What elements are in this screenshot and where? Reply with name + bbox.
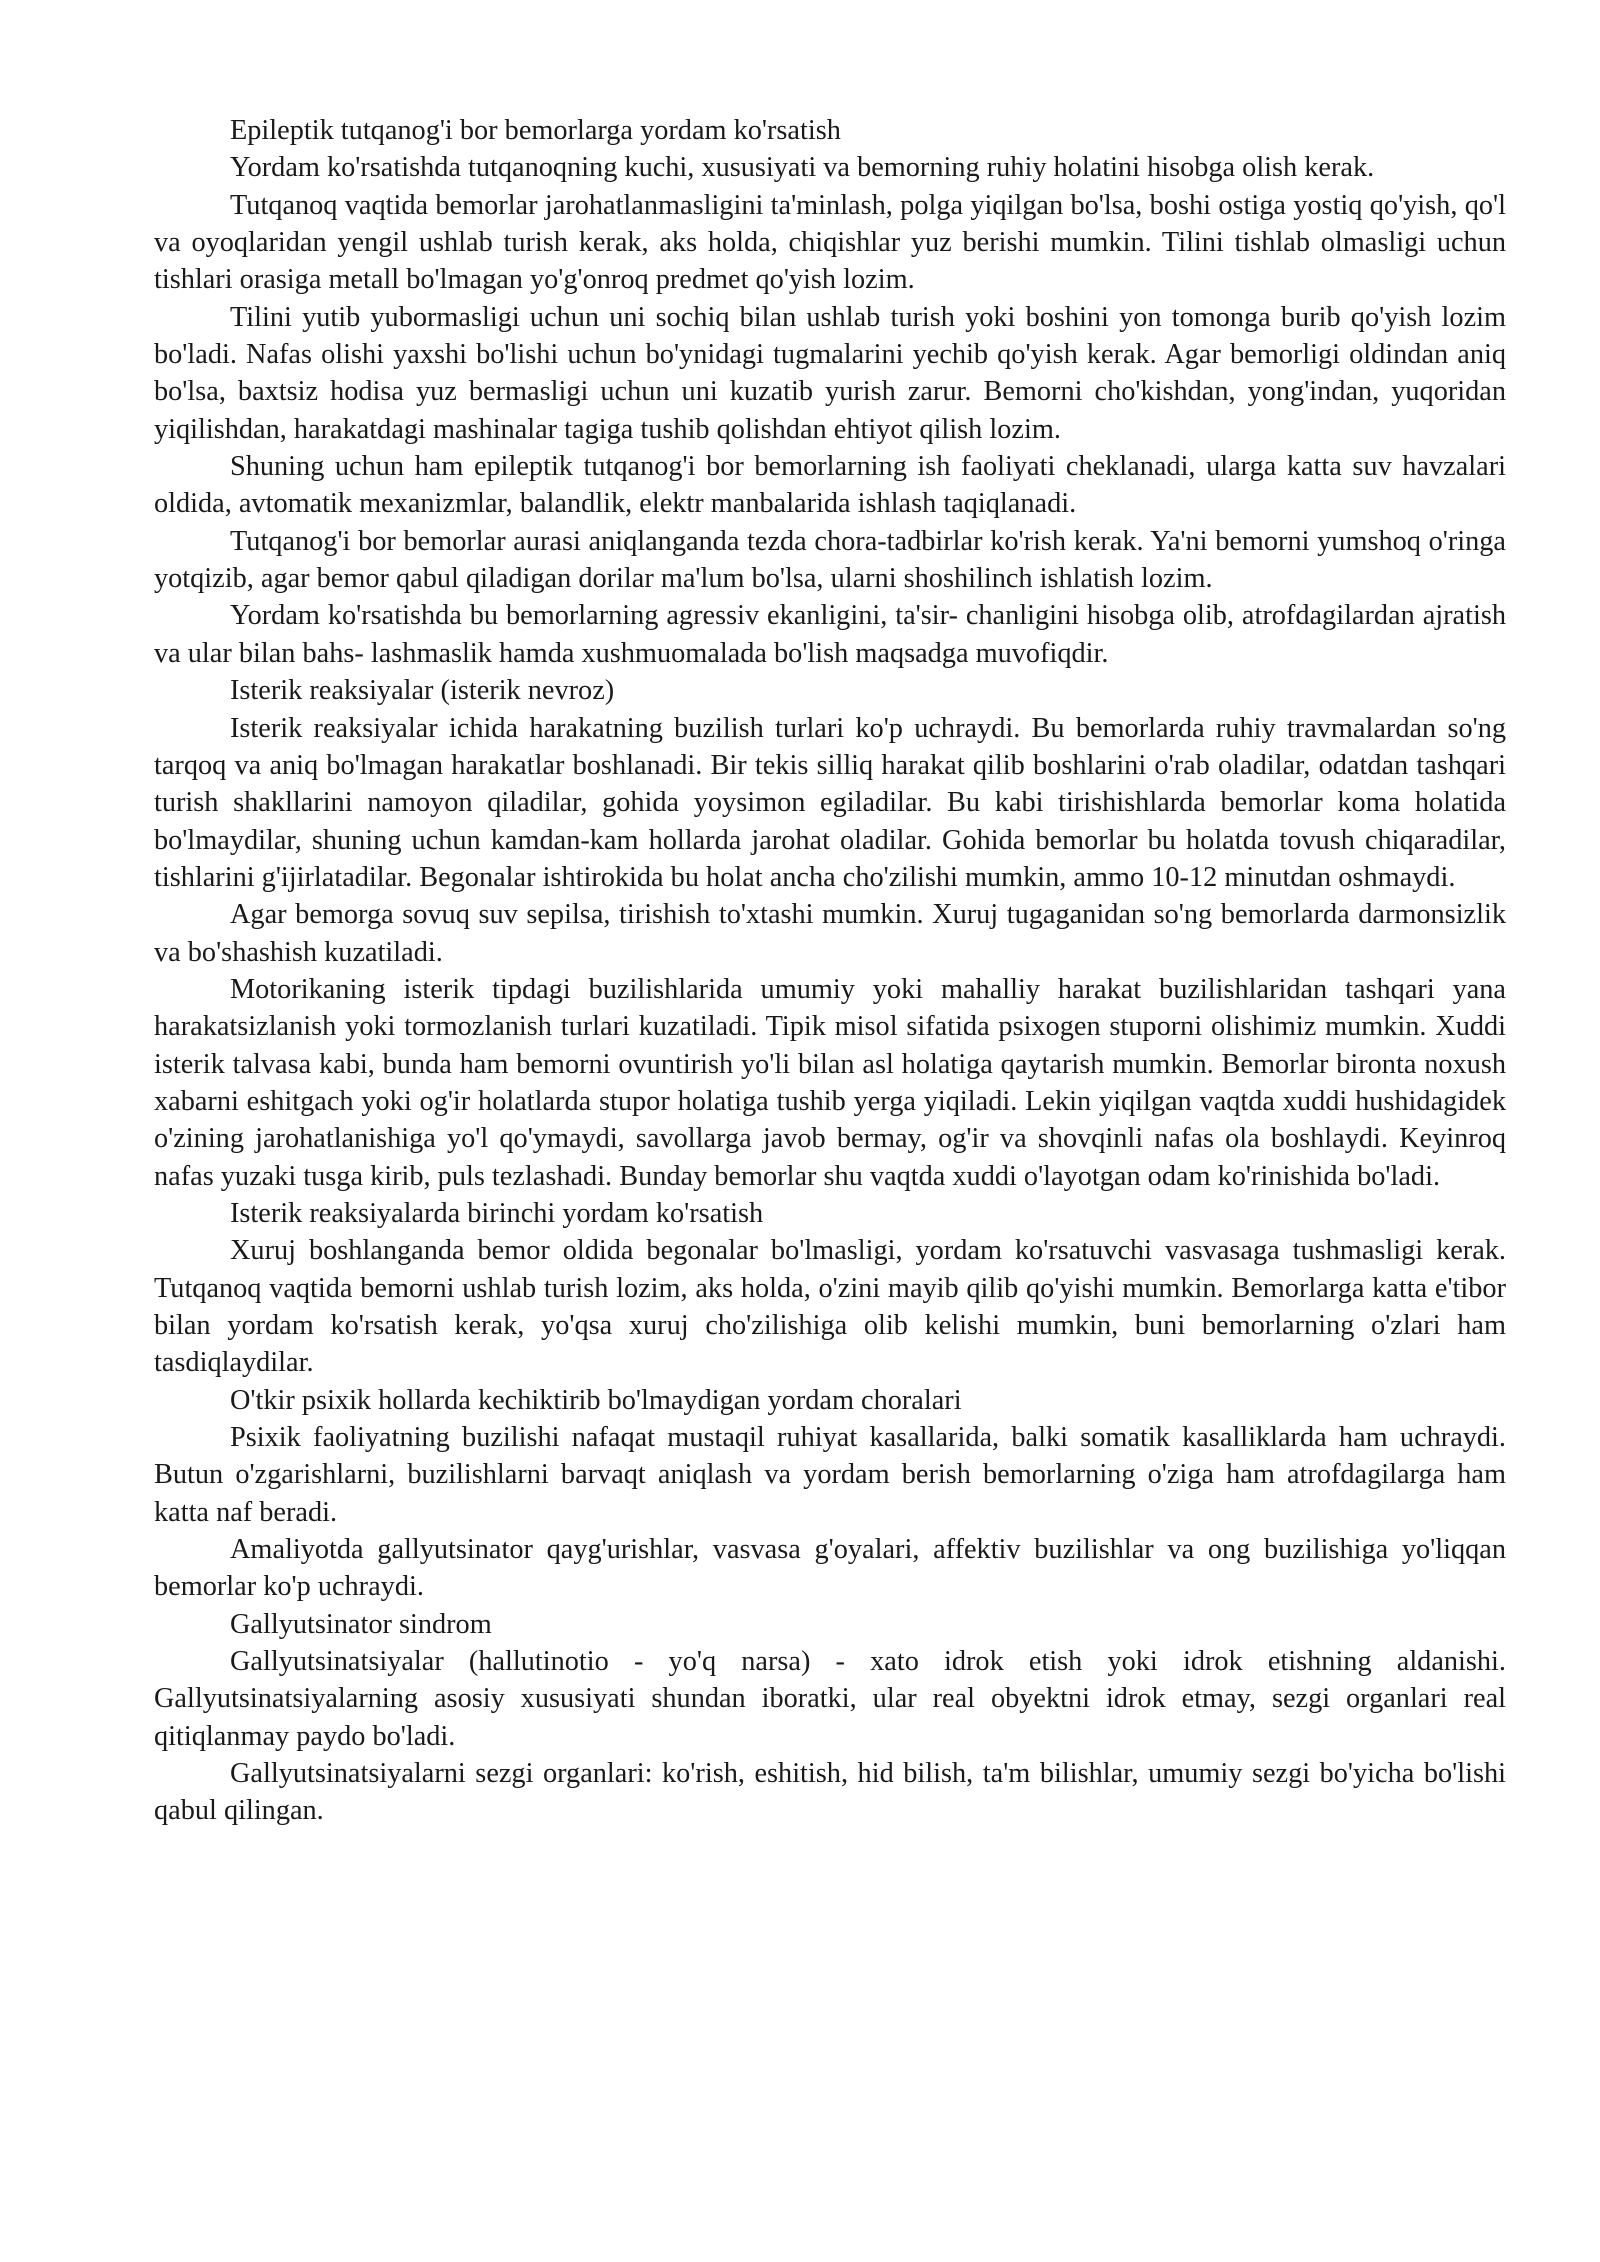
paragraph: Motorikaning isterik tipdagi buzilishlarida umumiy yoki mahalliy harakat buzilishlaridan tashqari yana harakatsizlanish yoki tormozlanish turlari kuzatiladi. Tipik misol sifatida psixogen stuporni olishimiz mumkin. Xuddi isterik talvasa kabi, bunda ham bemorni ovuntirish yo'li bilan asl holatiga qaytarish mumkin. Bemorlar bironta noxush xabarni eshitgach yoki og'ir holatlarda stupor holatiga tushib yerga yiqiladi. Lekin yiqilgan vaqtda xuddi hushidagidek o'zining jarohatlanishiga yo'l qo'ymaydi, savollarga javob bermay, og'ir va shovqinli nafas ola boshlaydi. Keyinroq nafas yuzaki tusga kirib, puls tezlashadi. Bunday bemorlar shu vaqtda xuddi o'layotgan odam ko'rinishida bo'ladi.	[154, 973, 1506, 1192]
paragraph: Gallyutsinatsiyalarni sezgi organlari: ko'rish, eshitish, hid bilish, ta'm bilishlar, umumiy sezgi bo'yicha bo'lishi qabul qilingan.	[154, 1758, 1506, 1827]
paragraph: Amaliyotda gallyutsinator qayg'urishlar, vasvasa g'oyalari, affektiv buzilishlar va ong buzilishiga yo'liqqan bemorlar ko'p uchraydi.	[154, 1534, 1506, 1603]
document-page	[154, 112, 1506, 1830]
paragraph: Tilini yutib yubormasligi uchun uni sochiq bilan ushlab turish yoki boshini yon tomonga burib qo'yish lozim bo'ladi. Nafas olishi yaxshi bo'lishi uchun bo'ynidagi tugmalarini yechib qo'yish kerak. Agar bemorligi oldindan aniq bo'lsa, baxtsiz hodisa yuz bermasligi uchun uni kuzatib yurish zarur. Bemorni cho'kishdan, yong'indan, yuqoridan yiqilishdan, harakatdagi mashinalar tagiga tushib qolishdan ehtiyot qilish lozim.	[154, 301, 1506, 445]
paragraph: Tutqanog'i bor bemorlar aurasi aniqlanganda tezda chora-tadbirlar ko'rish kerak. Ya'ni bemorni yumshoq o'ringa yotqizib, agar bemor qabul qiladigan dorilar ma'lum bo'lsa, ularni shoshilinch ishlatish lozim.	[154, 525, 1506, 595]
paragraph: Yordam ko'rsatishda tutqanoqning kuchi, xususiyati va bemorning ruhiy holatini hisobga olish kerak.	[230, 152, 1375, 184]
section-heading: Gallyutsinator sindrom	[230, 1608, 492, 1640]
section-heading: O'tkir psixik hollarda kechiktirib bo'lmaydigan yordam choralari	[230, 1384, 962, 1416]
paragraph: Psixik faoliyatning buzilishi nafaqat mustaqil ruhiyat kasallarida, balki somatik kasalliklarda ham uchraydi. Butun o'zgarishlarni, buzilishlarni barvaqt aniqlash va yordam berish bemorlarning o'ziga ham atrofdagilarga ham katta naf beradi.	[154, 1422, 1506, 1528]
paragraph: Xuruj boshlanganda bemor oldida begonalar bo'lmasligi, yordam ko'rsatuvchi vasvasaga tushmasligi kerak. Tutqanoq vaqtida bemorni ushlab turish lozim, aks holda, o'zini mayib qilib qo'yishi mumkin. Bemorlarga katta e'tibor bilan yordam ko'rsatish kerak, yo'qsa xuruj cho'zilishiga olib kelishi mumkin, buni bemorlarning o'zlari ham tasdiqlaydilar.	[154, 1235, 1506, 1379]
paragraph: Yordam ko'rsatishda bu bemorlarning agressiv ekanligini, ta'sir- chanligini hisobga olib, atrofdagilardan ajratish va ular bilan bahs- lashmaslik hamda xushmuomalada bo'lish maqsadga muvofiqdir.	[154, 600, 1506, 669]
section-heading: Epileptik tutqanog'i bor bemorlarga yordam ko'rsatish	[230, 115, 841, 146]
paragraph: Gallyutsinatsiyalar (hallutinotio - yo'q narsa) - xato idrok etish yoki idrok etishning aldanishi. Gallyutsinatsiyalarning asosiy xususiyati shundan iboratki, ular real obyektni idrok etmay, sezgi organlari real qitiqlanmay paydo bo'ladi.	[154, 1646, 1506, 1752]
paragraph: Shuning uchun ham epileptik tutqanog'i bor bemorlarning ish faoliyati cheklanadi, ularga katta suv havzalari oldida, avtomatik mexanizmlar, balandlik, elektr manbalarida ishlash taqiqlanadi.	[154, 451, 1506, 520]
paragraph: Tutqanoq vaqtida bemorlar jarohatlanmasligini ta'minlash, polga yiqilgan bo'lsa, boshi ostiga yostiq qo'yish, qo'l va oyoqlaridan yengil ushlab turish kerak, aks holda, chiqishlar yuz berishi mumkin. Tilini tishlab olmasligi uchun tishlari orasiga metall bo'lmagan yo'g'onroq predmet qo'yish lozim.	[154, 189, 1506, 296]
paragraph: Agar bemorga sovuq suv sepilsa, tirishish to'xtashi mumkin. Xuruj tugaganidan so'ng bemorlarda darmonsizlik va bo'shashish kuzatiladi.	[154, 899, 1506, 968]
section-heading: Isterik reaksiyalarda birinchi yordam ko'rsatish	[230, 1197, 764, 1229]
section-heading: Isterik reaksiyalar (isterik nevroz)	[230, 675, 615, 707]
paragraph: Isterik reaksiyalar ichida harakatning buzilish turlari ko'p uchraydi. Bu bemorlarda ruhiy travmalardan so'ng tarqoq va aniq bo'lmagan harakatlar boshlanadi. Bir tekis silliq harakat qilib boshlarini o'rab oladilar, odatdan tashqari turish shakllarini namoyon qiladilar, gohida yoysimon egiladilar. Bu kabi tirishishlarda bemorlar koma holatida bo'lmaydilar, shuning uchun kamdan-kam hollarda jarohat oladilar. Gohida bemorlar bu holatda tovush chiqaradilar, tishlarini g'ijirlatadilar. Begonalar ishtirokida bu holat ancha cho'zilishi mumkin, ammo 10-12 minutdan oshmaydi.	[154, 712, 1506, 893]
